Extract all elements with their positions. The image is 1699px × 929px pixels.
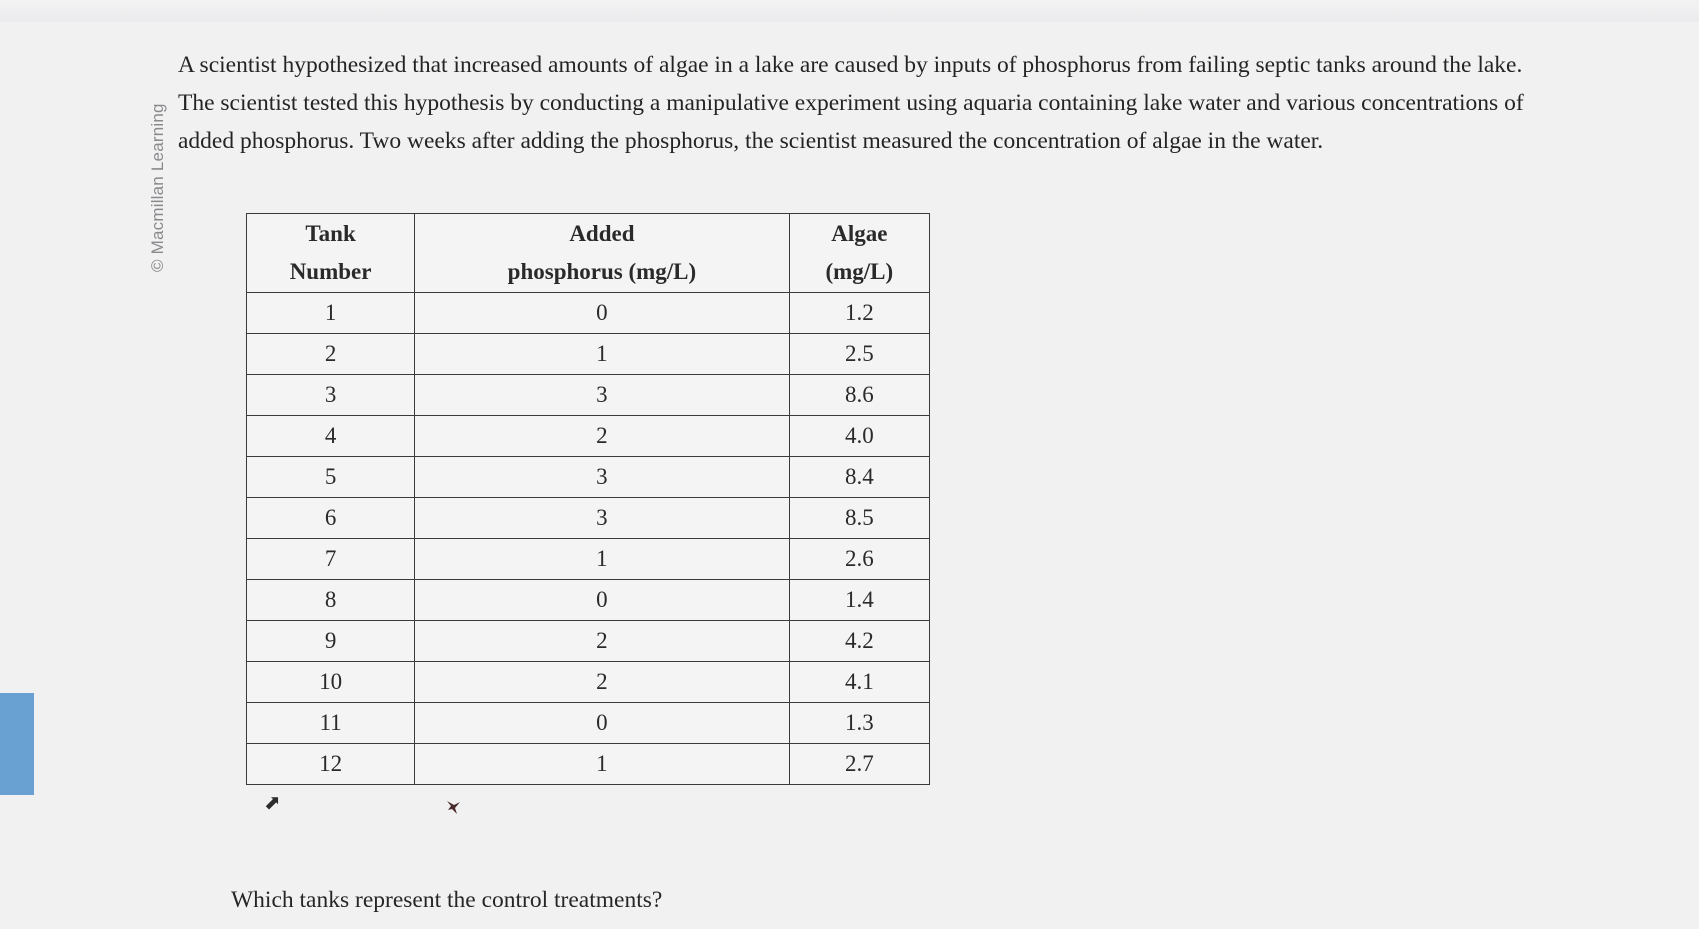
phosphorus-cell: 2 bbox=[415, 416, 790, 457]
header-tank-number bbox=[247, 214, 415, 293]
tank-cell: 8 bbox=[247, 580, 415, 621]
question-text: A scientist hypothesized that increased amounts of algae in a lake are caused by inputs of phosphorus from failing septic tanks around the lake. The scientist tested this hypothesis by conducting a manipulative experiment using aquaria containing lake water and various concentrations of added phosphorus. Two weeks after adding the phosphorus, the scientist measured the concentration of algae in the water. bbox=[178, 52, 1524, 154]
table-row bbox=[247, 416, 930, 457]
phosphorus-cell: 2 bbox=[415, 662, 790, 703]
data-table bbox=[246, 213, 930, 785]
table-row bbox=[247, 744, 930, 785]
tank-cell: 11 bbox=[247, 703, 415, 744]
algae-cell: 4.0 bbox=[789, 416, 929, 457]
header-tank-line2: Number bbox=[289, 259, 372, 284]
tank-cell: 10 bbox=[247, 662, 415, 703]
top-strip bbox=[0, 0, 1699, 22]
phosphorus-cell: 0 bbox=[415, 580, 790, 621]
phosphorus-cell: 3 bbox=[415, 457, 790, 498]
tank-cell: 3 bbox=[247, 375, 415, 416]
table-row bbox=[247, 703, 930, 744]
table-row bbox=[247, 334, 930, 375]
table-row bbox=[247, 498, 930, 539]
tank-cell: 7 bbox=[247, 539, 415, 580]
header-algae-line1: Algae bbox=[831, 221, 888, 246]
phosphorus-cell: 0 bbox=[415, 703, 790, 744]
algae-cell: 8.5 bbox=[789, 498, 929, 539]
header-added-phosphorus bbox=[415, 214, 790, 293]
left-accent-bar bbox=[0, 693, 34, 795]
header-tank-line1: Tank bbox=[305, 221, 356, 246]
algae-cell: 1.3 bbox=[789, 703, 929, 744]
table-row bbox=[247, 662, 930, 703]
phosphorus-cell: 1 bbox=[415, 539, 790, 580]
algae-cell: 8.4 bbox=[789, 457, 929, 498]
mouse-cursor-icon: ⬈ bbox=[264, 790, 281, 814]
tank-cell: 1 bbox=[247, 293, 415, 334]
tank-cell: 4 bbox=[247, 416, 415, 457]
phosphorus-cell: 1 bbox=[415, 744, 790, 785]
header-algae bbox=[789, 214, 929, 293]
table-row bbox=[247, 293, 930, 334]
algae-cell: 4.1 bbox=[789, 662, 929, 703]
tank-cell: 2 bbox=[247, 334, 415, 375]
algae-cell: 8.6 bbox=[789, 375, 929, 416]
algae-cell: 1.2 bbox=[789, 293, 929, 334]
header-phos-line2: phosphorus (mg/L) bbox=[507, 259, 697, 284]
tank-cell: 9 bbox=[247, 621, 415, 662]
table-row bbox=[247, 580, 930, 621]
table-row bbox=[247, 375, 930, 416]
phosphorus-cell: 2 bbox=[415, 621, 790, 662]
table-header-row bbox=[247, 214, 930, 293]
pen-mark-icon bbox=[444, 797, 464, 817]
header-algae-line2: (mg/L) bbox=[825, 259, 894, 284]
algae-cell: 1.4 bbox=[789, 580, 929, 621]
phosphorus-cell: 3 bbox=[415, 375, 790, 416]
phosphorus-cell: 1 bbox=[415, 334, 790, 375]
algae-cell: 2.6 bbox=[789, 539, 929, 580]
algae-cell: 2.5 bbox=[789, 334, 929, 375]
header-phos-line1: Added bbox=[569, 221, 635, 246]
copyright-watermark: © Macmillan Learning bbox=[148, 103, 167, 272]
table-row bbox=[247, 621, 930, 662]
phosphorus-cell: 0 bbox=[415, 293, 790, 334]
question-prompt: Which tanks represent the control treatments? bbox=[231, 887, 663, 913]
tank-cell: 5 bbox=[247, 457, 415, 498]
table-row bbox=[247, 539, 930, 580]
tank-cell: 12 bbox=[247, 744, 415, 785]
phosphorus-cell: 3 bbox=[415, 498, 790, 539]
algae-cell: 4.2 bbox=[789, 621, 929, 662]
tank-cell: 6 bbox=[247, 498, 415, 539]
table-row bbox=[247, 457, 930, 498]
algae-cell: 2.7 bbox=[789, 744, 929, 785]
